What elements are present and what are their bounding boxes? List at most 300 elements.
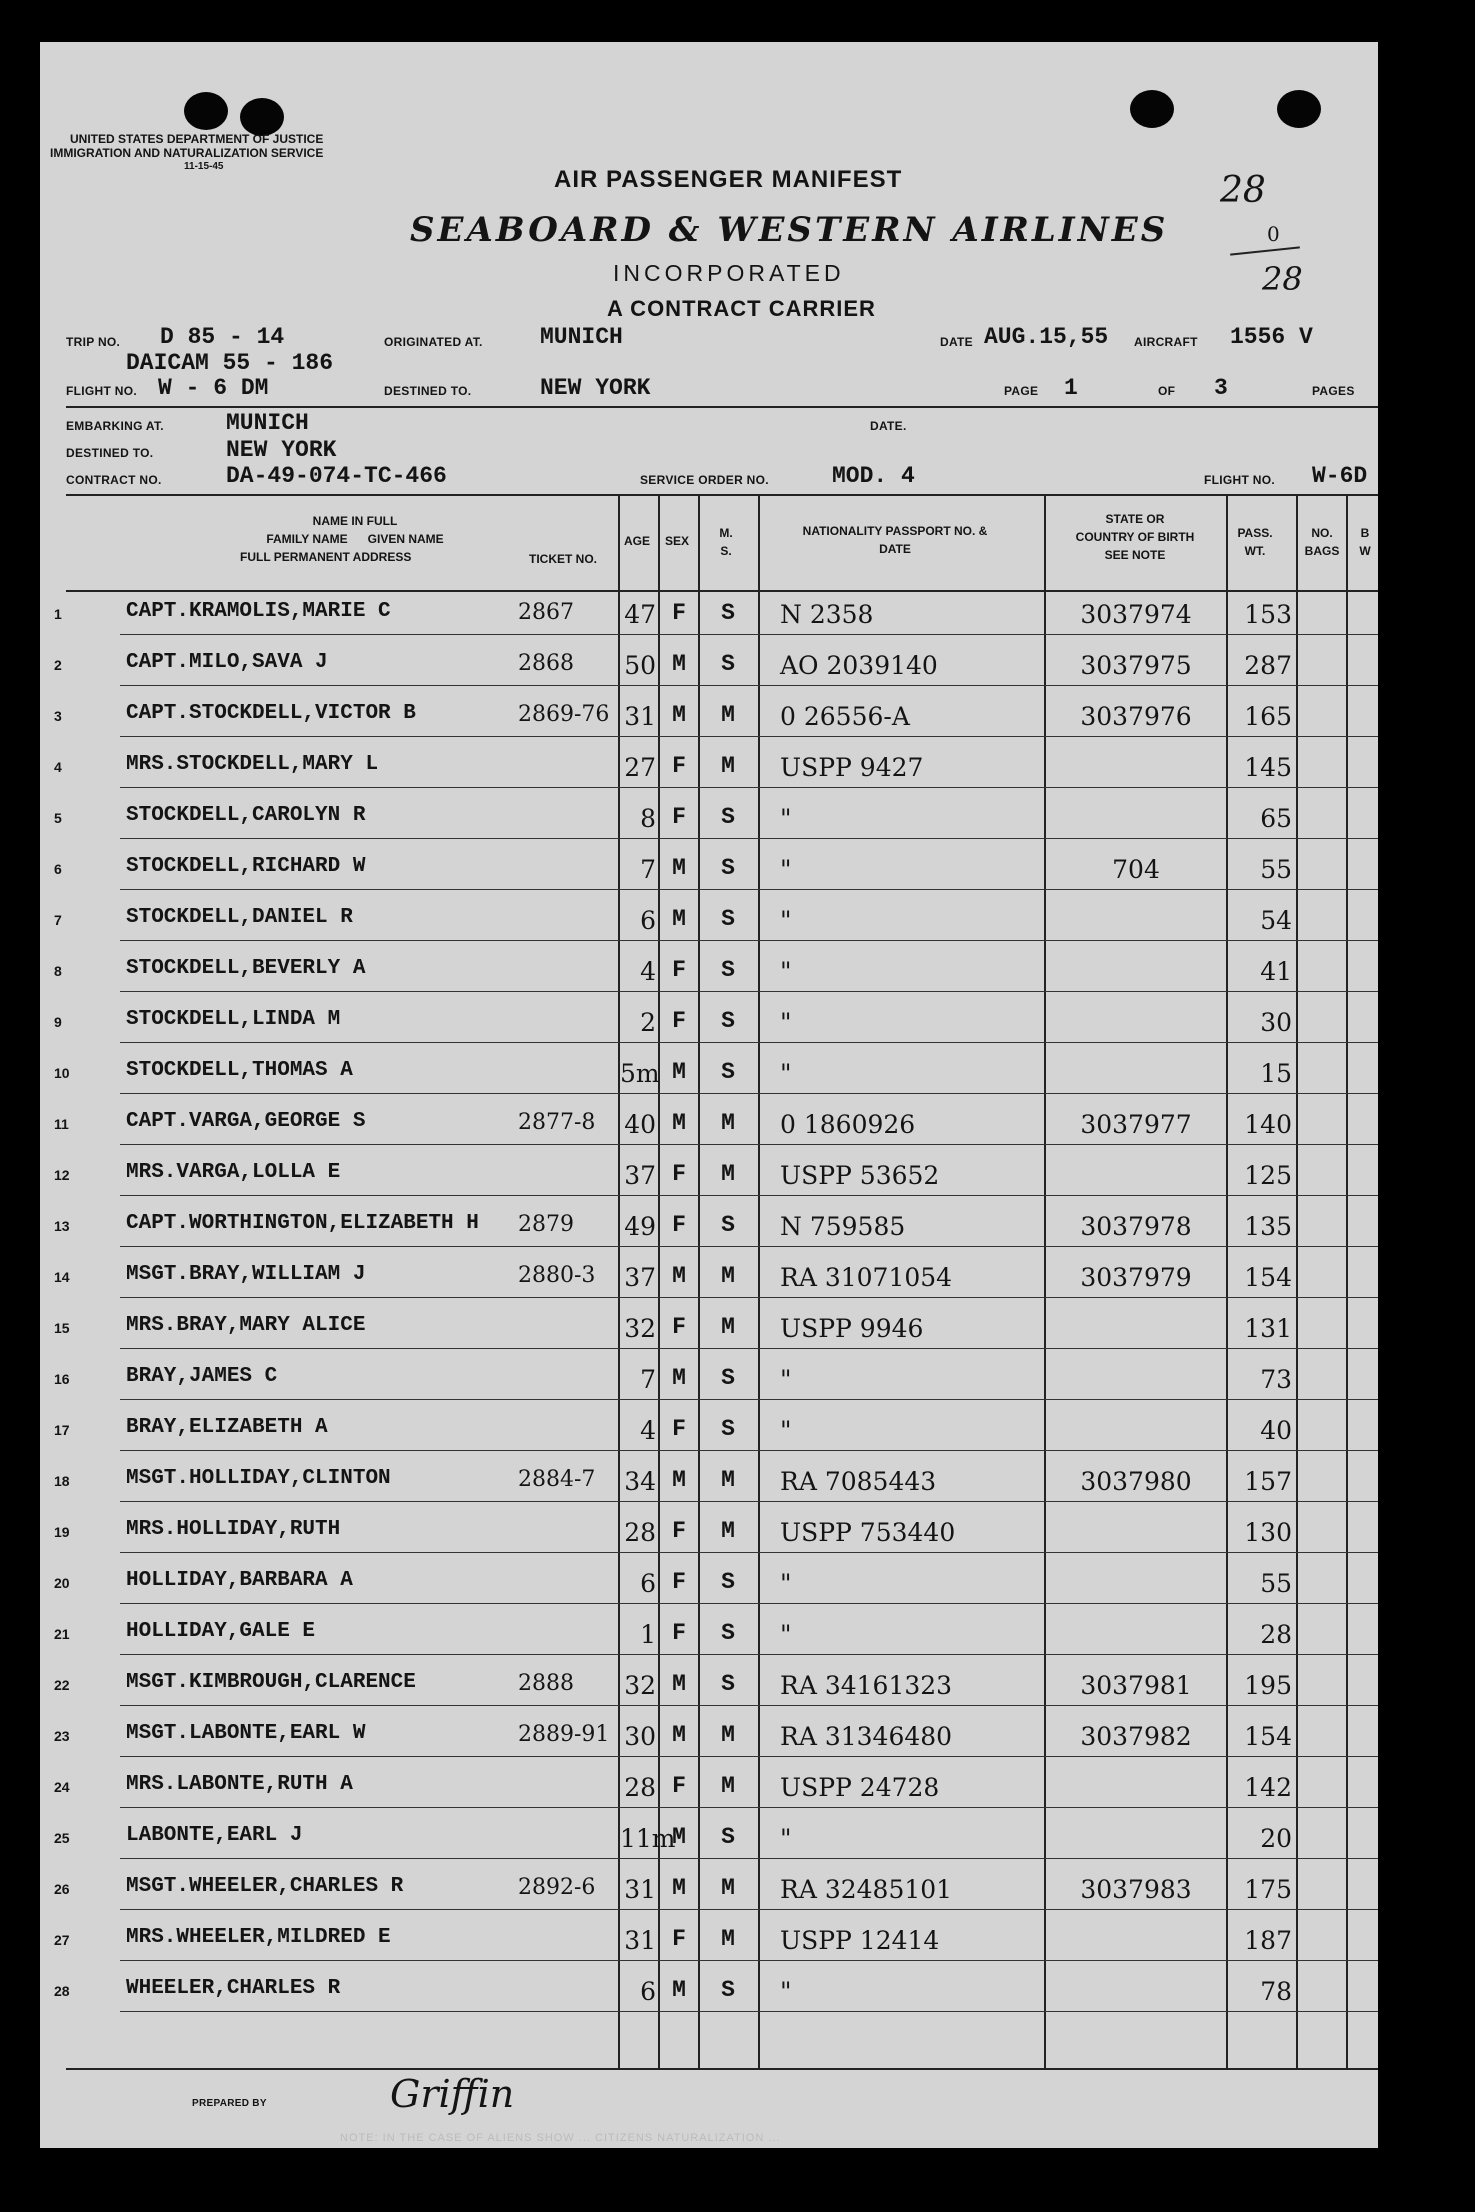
cell-wt: 142 bbox=[1244, 1773, 1292, 1802]
col-name-line3: FULL PERMANENT ADDRESS bbox=[240, 550, 412, 564]
cell-no: 10 bbox=[54, 1065, 70, 1081]
agency-line-1: UNITED STATES DEPARTMENT OF JUSTICE bbox=[70, 132, 324, 146]
cell-age: 4 bbox=[640, 957, 656, 986]
cell-name: BRAY,ELIZABETH A bbox=[126, 1416, 328, 1439]
cell-name: HOLLIDAY,GALE E bbox=[126, 1620, 316, 1643]
flight-no-value: W - 6 DM bbox=[158, 375, 269, 401]
cell-passport: RA 31071054 bbox=[780, 1263, 953, 1292]
cell-no: 6 bbox=[54, 861, 62, 877]
cell-passport: 0 26556-A bbox=[780, 702, 910, 731]
cell-name: MSGT.HOLLIDAY,CLINTON bbox=[126, 1467, 391, 1490]
cell-sex: M bbox=[672, 1722, 686, 1748]
flight-no-label: FLIGHT NO. bbox=[66, 384, 137, 398]
col-state-line2: COUNTRY OF BIRTH bbox=[1075, 530, 1195, 544]
cell-ms: M bbox=[721, 1518, 735, 1544]
cell-sex: M bbox=[672, 702, 686, 728]
row-underline bbox=[120, 1960, 1378, 1961]
cell-ms: S bbox=[721, 651, 735, 677]
row-underline bbox=[120, 889, 1378, 890]
cell-age: 5m bbox=[620, 1059, 660, 1088]
cell-wt: 145 bbox=[1244, 753, 1292, 782]
cell-wt: 195 bbox=[1244, 1671, 1292, 1700]
carrier-type: A CONTRACT CARRIER bbox=[607, 296, 876, 321]
cell-age: 8 bbox=[640, 804, 656, 833]
punch-hole bbox=[184, 92, 228, 130]
cell-age: 31 bbox=[624, 1875, 656, 1904]
cell-sex: M bbox=[672, 1365, 686, 1391]
table-bottom-rule bbox=[66, 2068, 1378, 2070]
cell-ms: S bbox=[721, 1212, 735, 1238]
cell-wt: 187 bbox=[1244, 1926, 1292, 1955]
cell-passport: " bbox=[780, 1620, 792, 1649]
cell-sex: M bbox=[672, 1263, 686, 1289]
agency-line-2: IMMIGRATION AND NATURALIZATION SERVICE bbox=[50, 146, 324, 160]
punch-hole bbox=[1277, 90, 1321, 128]
aircraft-label: AIRCRAFT bbox=[1134, 335, 1198, 349]
cell-ms: S bbox=[721, 1365, 735, 1391]
cell-state: 3037976 bbox=[1080, 702, 1192, 731]
cell-wt: 30 bbox=[1260, 1008, 1292, 1037]
destined-label: DESTINED TO. bbox=[384, 384, 472, 398]
cell-sex: M bbox=[672, 651, 686, 677]
airline-name: SEABOARD & WESTERN AIRLINES bbox=[410, 210, 1169, 250]
cell-name: STOCKDELL,THOMAS A bbox=[126, 1059, 353, 1082]
cell-wt: 54 bbox=[1260, 906, 1292, 935]
cell-name: STOCKDELL,LINDA M bbox=[126, 1008, 341, 1031]
cell-age: 6 bbox=[640, 1569, 656, 1598]
service-order-label: SERVICE ORDER NO. bbox=[640, 473, 769, 487]
cell-sex: M bbox=[672, 1110, 686, 1136]
cell-ms: S bbox=[721, 1059, 735, 1085]
of-label: OF bbox=[1158, 384, 1176, 398]
row-underline bbox=[120, 1756, 1378, 1757]
contract-value: DA-49-074-TC-466 bbox=[226, 463, 447, 489]
cell-age: 28 bbox=[624, 1773, 656, 1802]
date-label: DATE bbox=[940, 335, 973, 349]
cell-age: 6 bbox=[640, 1977, 656, 2006]
cell-age: 4 bbox=[640, 1416, 656, 1445]
cell-passport: " bbox=[780, 1365, 792, 1394]
cell-sex: F bbox=[672, 1314, 686, 1340]
cell-ms: S bbox=[721, 1671, 735, 1697]
cell-ms: S bbox=[721, 1977, 735, 2003]
cell-wt: 175 bbox=[1244, 1875, 1292, 1904]
cell-no: 3 bbox=[54, 708, 62, 724]
cell-name: WHEELER,CHARLES R bbox=[126, 1977, 341, 2000]
cell-no: 5 bbox=[54, 810, 62, 826]
cell-ms: S bbox=[721, 957, 735, 983]
signature: Griffin bbox=[390, 2072, 515, 2116]
cell-no: 23 bbox=[54, 1728, 70, 1744]
table-row bbox=[40, 1559, 1378, 1610]
footer-note: NOTE: IN THE CASE OF ALIENS SHOW ... CITIZENS NATURALIZATION ... bbox=[340, 2132, 781, 2144]
cell-ms: S bbox=[721, 1620, 735, 1646]
row-underline bbox=[120, 1705, 1378, 1706]
table-row bbox=[40, 1661, 1378, 1712]
row-underline bbox=[120, 1297, 1378, 1298]
row-underline bbox=[120, 1348, 1378, 1349]
table-row bbox=[40, 1304, 1378, 1355]
cell-passport: 0 1860926 bbox=[780, 1110, 916, 1139]
cell-ms: S bbox=[721, 1416, 735, 1442]
cell-passport: " bbox=[780, 1824, 792, 1853]
destined2-value: NEW YORK bbox=[226, 437, 337, 463]
cell-no: 17 bbox=[54, 1422, 70, 1438]
cell-ticket: 2888 bbox=[518, 1671, 574, 1696]
cell-name: MSGT.KIMBROUGH,CLARENCE bbox=[126, 1671, 416, 1694]
cell-no: 7 bbox=[54, 912, 62, 928]
manifest-title: AIR PASSENGER MANIFEST bbox=[554, 166, 903, 193]
cell-age: 32 bbox=[624, 1671, 656, 1700]
table-row bbox=[40, 1151, 1378, 1202]
cell-no: 25 bbox=[54, 1830, 70, 1846]
cell-age: 31 bbox=[624, 702, 656, 731]
row-underline bbox=[120, 1450, 1378, 1451]
cell-sex: M bbox=[672, 1875, 686, 1901]
row-underline bbox=[120, 1858, 1378, 1859]
col-ticket-header: TICKET NO. bbox=[529, 552, 597, 566]
cell-passport: " bbox=[780, 957, 792, 986]
cell-wt: 131 bbox=[1244, 1314, 1292, 1343]
col-state-header bbox=[1050, 510, 1220, 564]
cell-passport: " bbox=[780, 1569, 792, 1598]
cell-state: 3037977 bbox=[1080, 1110, 1192, 1139]
cell-sex: F bbox=[672, 1212, 686, 1238]
cell-wt: 15 bbox=[1260, 1059, 1292, 1088]
cell-no: 8 bbox=[54, 963, 62, 979]
punch-hole bbox=[240, 98, 284, 136]
col-ms-header: M. S. bbox=[719, 526, 733, 558]
punch-hole bbox=[1130, 90, 1174, 128]
cell-sex: M bbox=[672, 906, 686, 932]
agency-line-3: 11-15-45 bbox=[184, 161, 224, 172]
cell-no: 20 bbox=[54, 1575, 70, 1591]
cell-age: 47 bbox=[624, 600, 656, 629]
cell-passport: N 759585 bbox=[780, 1212, 906, 1241]
table-row bbox=[40, 1763, 1378, 1814]
originated-value: MUNICH bbox=[540, 324, 623, 350]
cell-passport: " bbox=[780, 1008, 792, 1037]
row-underline bbox=[120, 1603, 1378, 1604]
page-value: 1 bbox=[1064, 375, 1078, 401]
cell-age: 1 bbox=[640, 1620, 656, 1649]
cell-name: STOCKDELL,RICHARD W bbox=[126, 855, 366, 878]
cell-sex: F bbox=[672, 1518, 686, 1544]
cell-ms: S bbox=[721, 906, 735, 932]
col-state-line1: STATE OR bbox=[1105, 512, 1165, 526]
cell-no: 11 bbox=[54, 1116, 69, 1132]
cell-age: 7 bbox=[640, 855, 656, 884]
col-state-line3: SEE NOTE bbox=[1104, 548, 1166, 562]
contract-label: CONTRACT NO. bbox=[66, 473, 162, 487]
cell-name: CAPT.STOCKDELL,VICTOR B bbox=[126, 702, 416, 725]
of-value: 3 bbox=[1214, 375, 1228, 401]
cell-name: CAPT.KRAMOLIS,MARIE C bbox=[126, 600, 391, 623]
header-rule bbox=[66, 406, 1378, 408]
cell-wt: 20 bbox=[1260, 1824, 1292, 1853]
cell-name: STOCKDELL,BEVERLY A bbox=[126, 957, 366, 980]
table-row bbox=[40, 1916, 1378, 1967]
date2-label: DATE. bbox=[870, 419, 907, 433]
cell-no: 18 bbox=[54, 1473, 70, 1489]
cell-age: 37 bbox=[624, 1161, 656, 1190]
cell-passport: N 2358 bbox=[780, 600, 874, 629]
cell-name: CAPT.WORTHINGTON,ELIZABETH H bbox=[126, 1212, 479, 1235]
cell-name: MSGT.LABONTE,EARL W bbox=[126, 1722, 366, 1745]
row-underline bbox=[120, 634, 1378, 635]
cell-no: 9 bbox=[54, 1014, 62, 1030]
table-row bbox=[40, 1100, 1378, 1151]
table-row bbox=[40, 998, 1378, 1049]
incorporated-label: INCORPORATED bbox=[613, 260, 845, 286]
cell-sex: M bbox=[672, 1467, 686, 1493]
row-underline bbox=[120, 685, 1378, 686]
cell-sex: F bbox=[672, 1926, 686, 1952]
row-underline bbox=[120, 940, 1378, 941]
cell-age: 27 bbox=[624, 753, 656, 782]
cell-no: 19 bbox=[54, 1524, 70, 1540]
table-row bbox=[40, 1202, 1378, 1253]
cell-ticket: 2892-6 bbox=[518, 1875, 596, 1900]
col-pass-wt-header: PASS. WT. bbox=[1237, 526, 1273, 558]
row-underline bbox=[120, 1195, 1378, 1196]
cell-no: 2 bbox=[54, 657, 62, 673]
cell-sex: F bbox=[672, 1620, 686, 1646]
cell-sex: M bbox=[672, 855, 686, 881]
row-underline bbox=[120, 991, 1378, 992]
cell-passport: " bbox=[780, 804, 792, 833]
cell-ms: M bbox=[721, 1875, 735, 1901]
table-row bbox=[40, 1049, 1378, 1100]
cell-no: 27 bbox=[54, 1932, 70, 1948]
row-underline bbox=[120, 2011, 1378, 2012]
cell-passport: USPP 12414 bbox=[780, 1926, 940, 1955]
cell-age: 50 bbox=[624, 651, 656, 680]
cell-no: 13 bbox=[54, 1218, 70, 1234]
cell-wt: 55 bbox=[1260, 1569, 1292, 1598]
table-row bbox=[40, 692, 1378, 743]
cell-age: 30 bbox=[624, 1722, 656, 1751]
cell-ms: S bbox=[721, 1824, 735, 1850]
table-row bbox=[40, 1355, 1378, 1406]
cell-sex: F bbox=[672, 1569, 686, 1595]
cell-sex: M bbox=[672, 1671, 686, 1697]
cell-no: 24 bbox=[54, 1779, 70, 1795]
originated-label: ORIGINATED AT. bbox=[384, 335, 483, 349]
cell-ms: M bbox=[721, 702, 735, 728]
cell-name: MSGT.BRAY,WILLIAM J bbox=[126, 1263, 366, 1286]
cell-no: 15 bbox=[54, 1320, 70, 1336]
cell-age: 31 bbox=[624, 1926, 656, 1955]
table-row bbox=[40, 743, 1378, 794]
row-underline bbox=[120, 1399, 1378, 1400]
cell-sex: F bbox=[672, 600, 686, 626]
cell-age: 7 bbox=[640, 1365, 656, 1394]
cell-state: 3037978 bbox=[1080, 1212, 1192, 1241]
cell-name: MRS.BRAY,MARY ALICE bbox=[126, 1314, 366, 1337]
cell-wt: 28 bbox=[1260, 1620, 1292, 1649]
cell-passport: " bbox=[780, 1059, 792, 1088]
cell-passport: USPP 9946 bbox=[780, 1314, 924, 1343]
table-row bbox=[40, 1967, 1378, 2018]
cell-sex: F bbox=[672, 804, 686, 830]
service-order-value: MOD. 4 bbox=[832, 463, 915, 489]
cell-sex: F bbox=[672, 1773, 686, 1799]
cell-ticket: 2879 bbox=[518, 1212, 574, 1237]
cell-ticket: 2868 bbox=[518, 651, 574, 676]
cell-name: CAPT.VARGA,GEORGE S bbox=[126, 1110, 366, 1133]
cell-state: 3037982 bbox=[1080, 1722, 1192, 1751]
cell-no: 12 bbox=[54, 1167, 70, 1183]
cell-state: 3037974 bbox=[1080, 600, 1192, 629]
row-underline bbox=[120, 1909, 1378, 1910]
row-underline bbox=[120, 1144, 1378, 1145]
cell-wt: 130 bbox=[1244, 1518, 1292, 1547]
row-underline bbox=[120, 1042, 1378, 1043]
embarking-value: MUNICH bbox=[226, 410, 309, 436]
table-row bbox=[40, 641, 1378, 692]
cell-wt: 165 bbox=[1244, 702, 1292, 731]
cell-wt: 41 bbox=[1260, 957, 1292, 986]
col-nationality-header: NATIONALITY PASSPORT NO. & DATE bbox=[802, 524, 988, 556]
table-row bbox=[40, 1814, 1378, 1865]
cell-state: 3037979 bbox=[1080, 1263, 1192, 1292]
cell-ms: M bbox=[721, 1314, 735, 1340]
destined2-label: DESTINED TO. bbox=[66, 446, 154, 460]
prepared-by-label: PREPARED BY bbox=[192, 2098, 267, 2109]
table-row bbox=[40, 794, 1378, 845]
cell-no: 1 bbox=[54, 606, 62, 622]
cell-ms: M bbox=[721, 1722, 735, 1748]
cell-name: MSGT.WHEELER,CHARLES R bbox=[126, 1875, 404, 1898]
table-row bbox=[40, 1406, 1378, 1457]
handwritten-count-bottom: 28 bbox=[1262, 260, 1303, 298]
cell-passport: AO 2039140 bbox=[780, 651, 938, 680]
cell-passport: " bbox=[780, 906, 792, 935]
table-row bbox=[40, 1457, 1378, 1508]
cell-name: CAPT.MILO,SAVA J bbox=[126, 651, 328, 674]
cell-age: 28 bbox=[624, 1518, 656, 1547]
table-row bbox=[40, 896, 1378, 947]
cell-ms: M bbox=[721, 1161, 735, 1187]
page-label: PAGE bbox=[1004, 384, 1039, 398]
fraction-line bbox=[1230, 246, 1300, 255]
cell-sex: M bbox=[672, 1977, 686, 2003]
flight-no2-value: W-6D bbox=[1312, 463, 1368, 489]
table-row bbox=[40, 1508, 1378, 1559]
daicam-value: DAICAM 55 - 186 bbox=[126, 350, 334, 376]
cell-sex: M bbox=[672, 1824, 686, 1850]
cell-name: MRS.HOLLIDAY,RUTH bbox=[126, 1518, 341, 1541]
col-bag-wt-header: B W bbox=[1359, 526, 1371, 558]
row-underline bbox=[120, 1501, 1378, 1502]
cell-no: 21 bbox=[54, 1626, 70, 1642]
cell-name: STOCKDELL,DANIEL R bbox=[126, 906, 353, 929]
cell-state: 3037983 bbox=[1080, 1875, 1192, 1904]
cell-name: MRS.WHEELER,MILDRED E bbox=[126, 1926, 391, 1949]
table-row bbox=[40, 590, 1378, 641]
cell-name: MRS.LABONTE,RUTH A bbox=[126, 1773, 353, 1796]
col-age-header: AGE bbox=[623, 534, 650, 548]
trip-no-value: D 85 - 14 bbox=[160, 324, 285, 350]
cell-wt: 40 bbox=[1260, 1416, 1292, 1445]
row-underline bbox=[120, 1807, 1378, 1808]
cell-passport: " bbox=[780, 855, 792, 884]
cell-wt: 154 bbox=[1244, 1263, 1292, 1292]
cell-state: 3037975 bbox=[1080, 651, 1192, 680]
cell-age: 32 bbox=[624, 1314, 656, 1343]
cell-age: 37 bbox=[624, 1263, 656, 1292]
handwritten-count-mid: 0 bbox=[1267, 222, 1280, 246]
table-row bbox=[40, 1712, 1378, 1763]
cell-passport: RA 32485101 bbox=[780, 1875, 953, 1904]
cell-passport: " bbox=[780, 1977, 792, 2006]
cell-sex: F bbox=[672, 1416, 686, 1442]
row-underline bbox=[120, 1552, 1378, 1553]
cell-age: 34 bbox=[624, 1467, 656, 1496]
cell-ticket: 2869-76 bbox=[518, 702, 610, 727]
cell-ticket: 2884-7 bbox=[518, 1467, 596, 1492]
cell-ms: S bbox=[721, 600, 735, 626]
destined-value: NEW YORK bbox=[540, 375, 651, 401]
cell-ticket: 2877-8 bbox=[518, 1110, 596, 1135]
pages-label: PAGES bbox=[1312, 384, 1355, 398]
cell-no: 22 bbox=[54, 1677, 70, 1693]
cell-name: HOLLIDAY,BARBARA A bbox=[126, 1569, 353, 1592]
cell-age: 49 bbox=[624, 1212, 656, 1241]
handwritten-count-top: 28 bbox=[1220, 170, 1266, 211]
cell-age: 11m bbox=[620, 1824, 676, 1853]
cell-no: 16 bbox=[54, 1371, 70, 1387]
cell-passport: USPP 753440 bbox=[780, 1518, 956, 1547]
row-underline bbox=[120, 838, 1378, 839]
cell-ms: S bbox=[721, 1008, 735, 1034]
row-underline bbox=[120, 736, 1378, 737]
cell-wt: 157 bbox=[1244, 1467, 1292, 1496]
cell-passport: USPP 9427 bbox=[780, 753, 924, 782]
cell-name: MRS.VARGA,LOLLA E bbox=[126, 1161, 341, 1184]
cell-wt: 65 bbox=[1260, 804, 1292, 833]
cell-age: 6 bbox=[640, 906, 656, 935]
cell-passport: USPP 24728 bbox=[780, 1773, 940, 1802]
cell-wt: 154 bbox=[1244, 1722, 1292, 1751]
cell-ms: S bbox=[721, 855, 735, 881]
cell-no: 14 bbox=[54, 1269, 70, 1285]
cell-wt: 153 bbox=[1244, 600, 1292, 629]
cell-name: STOCKDELL,CAROLYN R bbox=[126, 804, 366, 827]
cell-ticket: 2867 bbox=[518, 600, 574, 625]
cell-state: 3037981 bbox=[1080, 1671, 1192, 1700]
cell-ms: M bbox=[721, 1926, 735, 1952]
cell-no: 26 bbox=[54, 1881, 70, 1897]
row-underline bbox=[120, 787, 1378, 788]
cell-wt: 55 bbox=[1260, 855, 1292, 884]
col-name-line2: FAMILY NAME GIVEN NAME bbox=[266, 532, 444, 546]
cell-passport: " bbox=[780, 1416, 792, 1445]
flight-no2-label: FLIGHT NO. bbox=[1204, 473, 1275, 487]
row-underline bbox=[120, 1654, 1378, 1655]
cell-passport: USPP 53652 bbox=[780, 1161, 940, 1190]
cell-wt: 140 bbox=[1244, 1110, 1292, 1139]
cell-ticket: 2880-3 bbox=[518, 1263, 596, 1288]
cell-wt: 125 bbox=[1244, 1161, 1292, 1190]
cell-name: LABONTE,EARL J bbox=[126, 1824, 303, 1847]
cell-sex: F bbox=[672, 1008, 686, 1034]
cell-no: 4 bbox=[54, 759, 62, 775]
cell-no: 28 bbox=[54, 1983, 70, 1999]
cell-state: 3037980 bbox=[1080, 1467, 1192, 1496]
cell-age: 40 bbox=[624, 1110, 656, 1139]
